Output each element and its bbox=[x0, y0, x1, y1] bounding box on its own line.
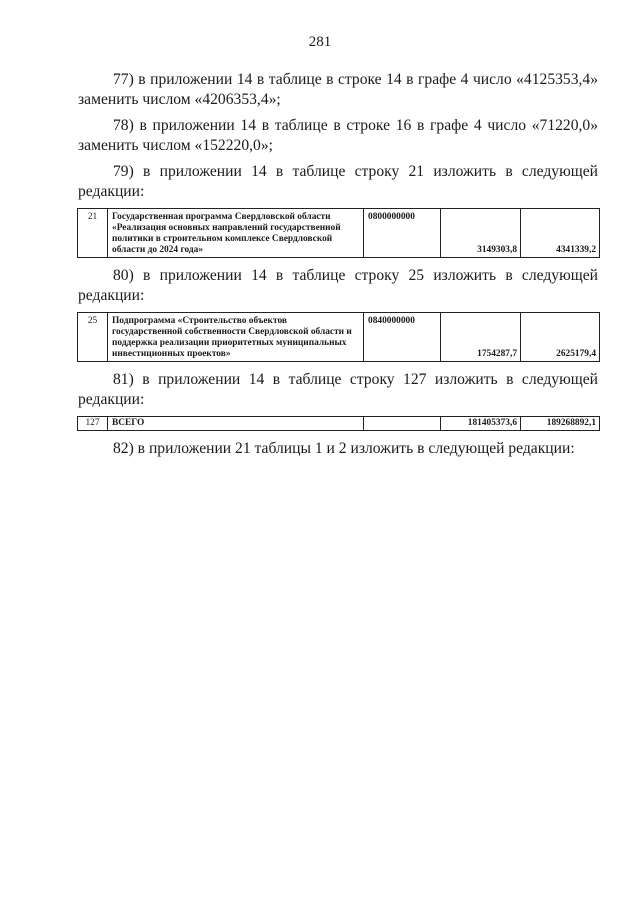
paragraph-82: 82) в приложении 21 таблицы 1 и 2 изложить в следующей редакции: bbox=[113, 440, 575, 457]
row-name-cell: Подпрограмма «Строительство объектов государственной собственности Свердловской области и поддержка реализации приоритетных муниципальных инвестиционных проектов» bbox=[108, 313, 364, 362]
row-number-cell: 127 bbox=[78, 417, 108, 431]
paragraph-79: 79) в приложении 14 в таблице строку 21 изложить в следующей редакции: bbox=[78, 163, 598, 200]
table-row bbox=[78, 417, 600, 431]
page-number: 281 bbox=[308, 34, 332, 50]
row-number-cell: 21 bbox=[78, 209, 108, 258]
row-value2-cell: 2625179,4 bbox=[521, 313, 600, 362]
row-code-cell: 0840000000 bbox=[364, 313, 441, 362]
document-body bbox=[78, 70, 598, 465]
row-value1-cell: 1754287,7 bbox=[441, 313, 521, 362]
paragraph-81: 81) в приложении 14 в таблице строку 127 изложить в следующей редакции: bbox=[78, 371, 598, 408]
table-row-25 bbox=[77, 312, 600, 362]
row-code-cell bbox=[364, 417, 441, 431]
paragraph-80: 80) в приложении 14 в таблице строку 25 изложить в следующей редакции: bbox=[78, 267, 598, 304]
table-row bbox=[78, 313, 600, 362]
row-name-cell: ВСЕГО bbox=[108, 417, 364, 431]
paragraph-78: 78) в приложении 14 в таблице в строке 16 в графе 4 число «71220,0» заменить числом «152220,0»; bbox=[78, 117, 598, 154]
table-row-127 bbox=[77, 416, 600, 431]
row-name-cell: Государственная программа Свердловской области «Реализация основных направлений государственной политики в строительном комплексе Свердловской области до 2024 года» bbox=[108, 209, 364, 258]
row-code-cell: 0800000000 bbox=[364, 209, 441, 258]
table-row bbox=[78, 209, 600, 258]
row-value2-cell: 189268892,1 bbox=[521, 417, 600, 431]
row-number-cell: 25 bbox=[78, 313, 108, 362]
paragraph-77: 77) в приложении 14 в таблице в строке 14 в графе 4 число «4125353,4» заменить числом «4206353,4»; bbox=[78, 71, 598, 108]
row-value1-cell: 3149303,8 bbox=[441, 209, 521, 258]
row-value1-cell: 181405373,6 bbox=[441, 417, 521, 431]
table-row-21 bbox=[77, 208, 600, 258]
row-value2-cell: 4341339,2 bbox=[521, 209, 600, 258]
